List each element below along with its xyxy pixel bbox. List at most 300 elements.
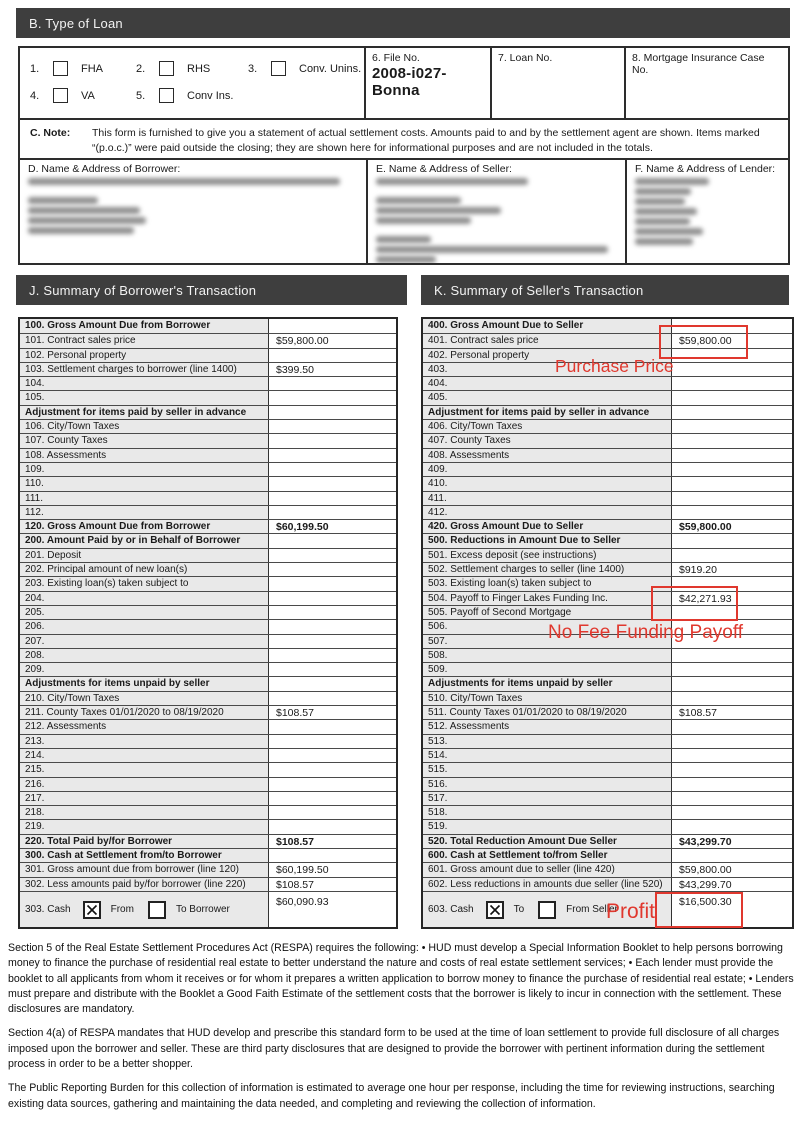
row-value bbox=[671, 806, 792, 819]
table-row bbox=[423, 662, 792, 676]
table-section-row bbox=[20, 519, 396, 533]
row-value: $42,271.93 bbox=[671, 592, 792, 605]
table-section-row bbox=[20, 319, 396, 333]
table-row bbox=[423, 433, 792, 447]
row-value bbox=[268, 506, 396, 519]
seller-label: E. Name & Address of Seller: bbox=[376, 163, 512, 175]
table-row bbox=[423, 762, 792, 776]
table-row bbox=[423, 705, 792, 719]
row-value: $108.57 bbox=[268, 835, 396, 848]
loan-type-row bbox=[30, 55, 364, 82]
redacted-text bbox=[376, 236, 431, 243]
file-no-cell bbox=[364, 48, 490, 118]
row-label: 212. Assessments bbox=[20, 720, 268, 733]
table-row bbox=[20, 476, 396, 490]
mortgage-case-label: 8. Mortgage Insurance Case No. bbox=[632, 52, 765, 76]
row-label: 518. bbox=[423, 806, 671, 819]
row-label: 200. Amount Paid by or in Behalf of Borrower bbox=[20, 534, 268, 547]
row-label: 302. Less amounts paid by/for borrower (line 220) bbox=[20, 878, 268, 891]
table-row bbox=[20, 819, 396, 833]
loan-no-label: 7. Loan No. bbox=[498, 52, 553, 64]
loan-type-number: 2. bbox=[136, 62, 146, 75]
table-row bbox=[423, 505, 792, 519]
row-label: 102. Personal property bbox=[20, 349, 268, 362]
row-label: 404. bbox=[423, 377, 671, 390]
table-section-row bbox=[20, 533, 396, 547]
row-value bbox=[671, 449, 792, 462]
row-value bbox=[268, 377, 396, 390]
row-label: 409. bbox=[423, 463, 671, 476]
redacted-text bbox=[635, 218, 690, 225]
table-row bbox=[20, 491, 396, 505]
table-section-row bbox=[423, 533, 792, 547]
checkbox-unchecked[interactable] bbox=[53, 88, 68, 103]
row-value bbox=[671, 477, 792, 490]
row-value bbox=[268, 534, 396, 547]
table-section-row bbox=[423, 848, 792, 862]
row-label: 405. bbox=[423, 391, 671, 404]
loan-type-option bbox=[30, 88, 136, 103]
table-row bbox=[20, 791, 396, 805]
row-label: 407. County Taxes bbox=[423, 434, 671, 447]
row-label: 110. bbox=[20, 477, 268, 490]
row-value bbox=[671, 677, 792, 690]
row-value bbox=[268, 749, 396, 762]
table-row bbox=[20, 433, 396, 447]
row-label: 206. bbox=[20, 620, 268, 633]
row-value bbox=[671, 663, 792, 676]
x-mark-icon bbox=[86, 904, 98, 916]
lender-cell bbox=[625, 160, 788, 263]
row-label: 508. bbox=[423, 649, 671, 662]
table-row bbox=[423, 862, 792, 876]
row-label: 207. bbox=[20, 635, 268, 648]
row-value bbox=[268, 720, 396, 733]
row-value bbox=[268, 549, 396, 562]
note-text: This form is furnished to give you a statement of actual settlement costs. Amounts paid to and by the settlement agent are shown. Items marked “(p.o.c.)” were paid outside the closing; they are shown here for informational purposes and are not included in the totals. bbox=[92, 127, 760, 154]
lender-label: F. Name & Address of Lender: bbox=[635, 163, 776, 175]
row-value bbox=[671, 506, 792, 519]
row-value bbox=[268, 477, 396, 490]
checkbox-unchecked[interactable] bbox=[148, 901, 166, 919]
table-row bbox=[423, 419, 792, 433]
loan-type-number: 5. bbox=[136, 89, 146, 102]
table-row bbox=[20, 591, 396, 605]
redacted-text bbox=[28, 227, 134, 234]
row-label: 505. Payoff of Second Mortgage bbox=[423, 606, 671, 619]
row-value bbox=[268, 620, 396, 633]
highlight-box-payoff bbox=[651, 586, 738, 621]
section-b-title: B. Type of Loan bbox=[29, 15, 123, 31]
seller-cell bbox=[366, 160, 625, 263]
row-label: 406. City/Town Taxes bbox=[423, 420, 671, 433]
row-label: 220. Total Paid by/for Borrower bbox=[20, 835, 268, 848]
row-value bbox=[671, 692, 792, 705]
loan-no-cell bbox=[490, 48, 624, 118]
table-section-row bbox=[20, 676, 396, 690]
footer-disclosures bbox=[8, 941, 796, 1121]
row-label: 211. County Taxes 01/01/2020 to 08/19/2020 bbox=[20, 706, 268, 719]
row-value bbox=[671, 792, 792, 805]
table-row bbox=[423, 748, 792, 762]
row-label: 420. Gross Amount Due to Seller bbox=[423, 520, 671, 533]
row-value bbox=[671, 492, 792, 505]
table-row bbox=[423, 376, 792, 390]
annotation-no-fee-funding-payoff: No Fee Funding Payoff bbox=[548, 622, 744, 643]
row-value bbox=[268, 635, 396, 648]
table-row bbox=[423, 448, 792, 462]
row-label: 103. Settlement charges to borrower (line 1400) bbox=[20, 363, 268, 376]
row-value bbox=[268, 391, 396, 404]
table-row bbox=[20, 462, 396, 476]
row-value bbox=[268, 563, 396, 576]
table-row bbox=[423, 562, 792, 576]
row-value: $59,800.00 bbox=[268, 334, 396, 347]
row-label: 408. Assessments bbox=[423, 449, 671, 462]
row-value bbox=[671, 434, 792, 447]
table-row bbox=[423, 791, 792, 805]
borrower-transaction-table bbox=[18, 317, 398, 929]
redacted-text bbox=[376, 256, 436, 263]
checkbox-unchecked[interactable] bbox=[538, 901, 556, 919]
row-value bbox=[268, 763, 396, 776]
table-row bbox=[20, 419, 396, 433]
table-row bbox=[20, 362, 396, 376]
row-value bbox=[671, 363, 792, 376]
row-label bbox=[20, 892, 268, 927]
footer-paragraph-respa-section5: Section 5 of the Real Estate Settlement Procedures Act (RESPA) requires the following: • HUD must develop a Special Information Booklet to help persons borrowing money to finance the purchase of residential real estate to better understand the nature and costs of real estate settlement services; • Each lender must provide the booklet to all applicants from whom it receives or for whom it prepares a written application to borrow money to finance the purchase of residential real estate; • Lenders must prepare and distribute with the Booklet a Good Faith Estimate of the settlement costs that the borrower is likely to incur in connection with the settlement. These disclosures are mandatory. bbox=[8, 942, 794, 1016]
table-row bbox=[20, 605, 396, 619]
redacted-text bbox=[635, 188, 691, 195]
row-value bbox=[268, 692, 396, 705]
row-label: 513. bbox=[423, 735, 671, 748]
section-k-title: K. Summary of Seller's Transaction bbox=[434, 282, 644, 298]
table-section-row bbox=[20, 405, 396, 419]
checkbox-checked[interactable] bbox=[83, 901, 101, 919]
loan-type-label: Conv Ins. bbox=[187, 89, 234, 102]
row-label: 203. Existing loan(s) taken subject to bbox=[20, 577, 268, 590]
row-value bbox=[268, 806, 396, 819]
loan-type-label: RHS bbox=[187, 62, 211, 75]
row-value bbox=[268, 492, 396, 505]
loan-type-option bbox=[136, 88, 248, 103]
row-label: 217. bbox=[20, 792, 268, 805]
row-value bbox=[671, 720, 792, 733]
parties-row bbox=[20, 158, 788, 263]
row-label: 204. bbox=[20, 592, 268, 605]
loan-type-option bbox=[30, 61, 136, 76]
loan-type-number: 3. bbox=[248, 62, 258, 75]
row-value: $59,800.00 bbox=[671, 334, 792, 347]
redacted-text bbox=[635, 228, 703, 235]
row-value: $60,090.93 bbox=[268, 892, 396, 927]
row-label: Adjustments for items unpaid by seller bbox=[20, 677, 268, 690]
checkbox-unchecked[interactable] bbox=[159, 61, 174, 76]
file-no-value: 2008-i027-Bonna bbox=[372, 65, 447, 99]
row-label: 410. bbox=[423, 477, 671, 490]
table-section-row bbox=[423, 519, 792, 533]
table-row bbox=[423, 691, 792, 705]
row-label: 600. Cash at Settlement to/from Seller bbox=[423, 849, 671, 862]
row-value bbox=[671, 763, 792, 776]
row-label: 502. Settlement charges to seller (line 1400) bbox=[423, 563, 671, 576]
table-row bbox=[423, 462, 792, 476]
redacted-text bbox=[376, 246, 608, 253]
row-label: 503. Existing loan(s) taken subject to bbox=[423, 577, 671, 590]
row-value bbox=[671, 377, 792, 390]
row-value: $43,299.70 bbox=[671, 835, 792, 848]
row-label: 520. Total Reduction Amount Due Seller bbox=[423, 835, 671, 848]
table-row bbox=[20, 548, 396, 562]
row-value bbox=[268, 577, 396, 590]
row-label: 205. bbox=[20, 606, 268, 619]
row-value bbox=[671, 534, 792, 547]
table-row bbox=[20, 805, 396, 819]
row-label: 201. Deposit bbox=[20, 549, 268, 562]
row-value bbox=[268, 778, 396, 791]
redacted-text bbox=[635, 198, 685, 205]
table-row bbox=[423, 777, 792, 791]
checkbox-unchecked[interactable] bbox=[271, 61, 286, 76]
row-label: 216. bbox=[20, 778, 268, 791]
annotation-profit: Profit bbox=[606, 900, 656, 923]
row-value bbox=[671, 549, 792, 562]
row-label: 210. City/Town Taxes bbox=[20, 692, 268, 705]
row-label: 105. bbox=[20, 391, 268, 404]
row-value: $399.50 bbox=[268, 363, 396, 376]
row-value bbox=[268, 677, 396, 690]
row-label: 218. bbox=[20, 806, 268, 819]
row-value bbox=[268, 592, 396, 605]
row-label: 510. City/Town Taxes bbox=[423, 692, 671, 705]
row-value: $108.57 bbox=[268, 878, 396, 891]
table-section-row bbox=[423, 834, 792, 848]
checkbox-unchecked[interactable] bbox=[159, 88, 174, 103]
row-label: 214. bbox=[20, 749, 268, 762]
row-value bbox=[268, 434, 396, 447]
table-row bbox=[20, 719, 396, 733]
cash-option-label: To Borrower bbox=[175, 904, 230, 916]
row-value bbox=[268, 406, 396, 419]
row-value bbox=[671, 735, 792, 748]
note-row bbox=[20, 118, 788, 158]
row-label: 109. bbox=[20, 463, 268, 476]
table-row bbox=[20, 705, 396, 719]
row-value: $43,299.70 bbox=[671, 878, 792, 891]
row-label: 402. Personal property bbox=[423, 349, 671, 362]
loan-type-label: Conv. Unins. bbox=[299, 62, 362, 75]
table-row bbox=[423, 734, 792, 748]
row-label: Adjustments for items unpaid by seller bbox=[423, 677, 671, 690]
note-label: C. Note: bbox=[30, 127, 71, 139]
row-label: Adjustment for items paid by seller in advance bbox=[20, 406, 268, 419]
redacted-text bbox=[635, 178, 709, 185]
row-value bbox=[268, 820, 396, 833]
annotation-purchase-price: Purchase Price bbox=[555, 356, 674, 376]
row-label: 300. Cash at Settlement from/to Borrower bbox=[20, 849, 268, 862]
row-value bbox=[268, 735, 396, 748]
table-section-row bbox=[423, 676, 792, 690]
row-label: 403. bbox=[423, 363, 671, 376]
row-label: 509. bbox=[423, 663, 671, 676]
row-value bbox=[268, 463, 396, 476]
row-label: 602. Less reductions in amounts due seller (line 520) bbox=[423, 878, 671, 891]
highlight-box-contract-sales-price bbox=[659, 325, 748, 359]
row-value bbox=[268, 649, 396, 662]
table-row bbox=[20, 333, 396, 347]
table-row bbox=[20, 877, 396, 891]
row-value: $60,199.50 bbox=[268, 520, 396, 533]
table-row bbox=[20, 619, 396, 633]
row-value: $59,800.00 bbox=[671, 863, 792, 876]
cash-option-label: To bbox=[513, 904, 525, 916]
table-row bbox=[20, 734, 396, 748]
row-label: 500. Reductions in Amount Due to Seller bbox=[423, 534, 671, 547]
row-label: 507. bbox=[423, 635, 671, 648]
redacted-text bbox=[28, 178, 340, 185]
row-value bbox=[268, 319, 396, 333]
table-row bbox=[20, 390, 396, 404]
borrower-cell bbox=[20, 160, 366, 263]
table-row bbox=[423, 476, 792, 490]
section-k-header bbox=[421, 275, 789, 305]
loan-type-label: FHA bbox=[81, 62, 103, 75]
table-row bbox=[20, 562, 396, 576]
row-label: 514. bbox=[423, 749, 671, 762]
table-row bbox=[20, 777, 396, 791]
row-value bbox=[268, 420, 396, 433]
row-label: 412. bbox=[423, 506, 671, 519]
redacted-text bbox=[376, 178, 528, 185]
footer-paragraph-respa-section4a: Section 4(a) of RESPA mandates that HUD develop and prescribe this standard form to be used at the time of loan settlement to provide full disclosure of all charges imposed upon the borrower and seller. These are third party disclosures that are designed to provide the borrower with pertinent information during the settlement process in order to be a better shopper. bbox=[8, 1027, 780, 1071]
row-value bbox=[268, 606, 396, 619]
row-label: 213. bbox=[20, 735, 268, 748]
loan-info-top-row bbox=[20, 48, 788, 118]
table-row bbox=[423, 548, 792, 562]
table-row bbox=[423, 390, 792, 404]
row-label: 301. Gross amount due from borrower (line 120) bbox=[20, 863, 268, 876]
row-value bbox=[671, 391, 792, 404]
table-row bbox=[20, 891, 396, 927]
table-row bbox=[20, 691, 396, 705]
row-label: 401. Contract sales price bbox=[423, 334, 671, 347]
table-row bbox=[423, 719, 792, 733]
table-row bbox=[20, 448, 396, 462]
loan-type-options bbox=[20, 48, 364, 118]
row-value bbox=[671, 778, 792, 791]
row-value bbox=[671, 406, 792, 419]
row-label: 209. bbox=[20, 663, 268, 676]
redacted-text bbox=[376, 207, 501, 214]
loan-type-row bbox=[30, 82, 364, 109]
table-row bbox=[20, 862, 396, 876]
row-label: 104. bbox=[20, 377, 268, 390]
loan-type-label: VA bbox=[81, 89, 95, 102]
row-value: $108.57 bbox=[268, 706, 396, 719]
table-row bbox=[423, 819, 792, 833]
row-label: 411. bbox=[423, 492, 671, 505]
redacted-text bbox=[28, 197, 98, 204]
row-value bbox=[268, 663, 396, 676]
row-label: 111. bbox=[20, 492, 268, 505]
row-value bbox=[268, 349, 396, 362]
loan-type-number: 4. bbox=[30, 89, 40, 102]
row-label: 120. Gross Amount Due from Borrower bbox=[20, 520, 268, 533]
row-value: $108.57 bbox=[671, 706, 792, 719]
row-value bbox=[671, 820, 792, 833]
row-label: 107. County Taxes bbox=[20, 434, 268, 447]
row-value bbox=[671, 463, 792, 476]
row-value bbox=[268, 792, 396, 805]
row-value: $60,199.50 bbox=[268, 863, 396, 876]
row-label: 101. Contract sales price bbox=[20, 334, 268, 347]
checkbox-checked[interactable] bbox=[486, 901, 504, 919]
row-label: Adjustment for items paid by seller in advance bbox=[423, 406, 671, 419]
loan-type-option bbox=[248, 61, 361, 76]
table-row bbox=[20, 748, 396, 762]
table-section-row bbox=[423, 405, 792, 419]
table-row bbox=[423, 491, 792, 505]
redacted-text bbox=[376, 217, 471, 224]
row-label: 517. bbox=[423, 792, 671, 805]
row-value: $16,500.30 bbox=[671, 892, 792, 927]
row-label: 512. Assessments bbox=[423, 720, 671, 733]
table-row bbox=[20, 762, 396, 776]
file-no-label: 6. File No. bbox=[372, 52, 420, 64]
checkbox-unchecked[interactable] bbox=[53, 61, 68, 76]
row-label: 215. bbox=[20, 763, 268, 776]
table-row bbox=[20, 505, 396, 519]
table-row bbox=[423, 877, 792, 891]
table-row bbox=[423, 648, 792, 662]
section-b-header bbox=[16, 8, 790, 38]
table-row bbox=[20, 648, 396, 662]
row-label: 511. County Taxes 01/01/2020 to 08/19/2020 bbox=[423, 706, 671, 719]
row-label: 106. City/Town Taxes bbox=[20, 420, 268, 433]
borrower-label: D. Name & Address of Borrower: bbox=[28, 163, 181, 175]
mortgage-case-cell bbox=[624, 48, 788, 118]
table-row bbox=[423, 805, 792, 819]
row-label: 515. bbox=[423, 763, 671, 776]
redacted-text bbox=[28, 207, 140, 214]
highlight-box-cash-to-seller bbox=[655, 892, 743, 928]
row-value bbox=[671, 420, 792, 433]
redacted-text bbox=[28, 217, 146, 224]
row-label: 603. Cash bbox=[428, 904, 474, 916]
row-value bbox=[671, 749, 792, 762]
row-label: 506. bbox=[423, 620, 671, 633]
table-row bbox=[20, 662, 396, 676]
table-row bbox=[20, 376, 396, 390]
row-label: 519. bbox=[423, 820, 671, 833]
cash-option-label: From Seller bbox=[566, 904, 618, 916]
row-label: 208. bbox=[20, 649, 268, 662]
row-value: $59,800.00 bbox=[671, 520, 792, 533]
row-value bbox=[268, 849, 396, 862]
row-label: 202. Principal amount of new loan(s) bbox=[20, 563, 268, 576]
row-label: 100. Gross Amount Due from Borrower bbox=[20, 319, 268, 333]
loan-info-box bbox=[18, 46, 790, 265]
row-label: 303. Cash bbox=[25, 904, 71, 916]
row-label: 219. bbox=[20, 820, 268, 833]
row-label: 108. Assessments bbox=[20, 449, 268, 462]
table-section-row bbox=[20, 848, 396, 862]
row-label: 601. Gross amount due to seller (line 420) bbox=[423, 863, 671, 876]
row-value bbox=[671, 649, 792, 662]
row-label: 400. Gross Amount Due to Seller bbox=[423, 319, 671, 333]
row-label: 501. Excess deposit (see instructions) bbox=[423, 549, 671, 562]
x-mark-icon bbox=[489, 904, 501, 916]
